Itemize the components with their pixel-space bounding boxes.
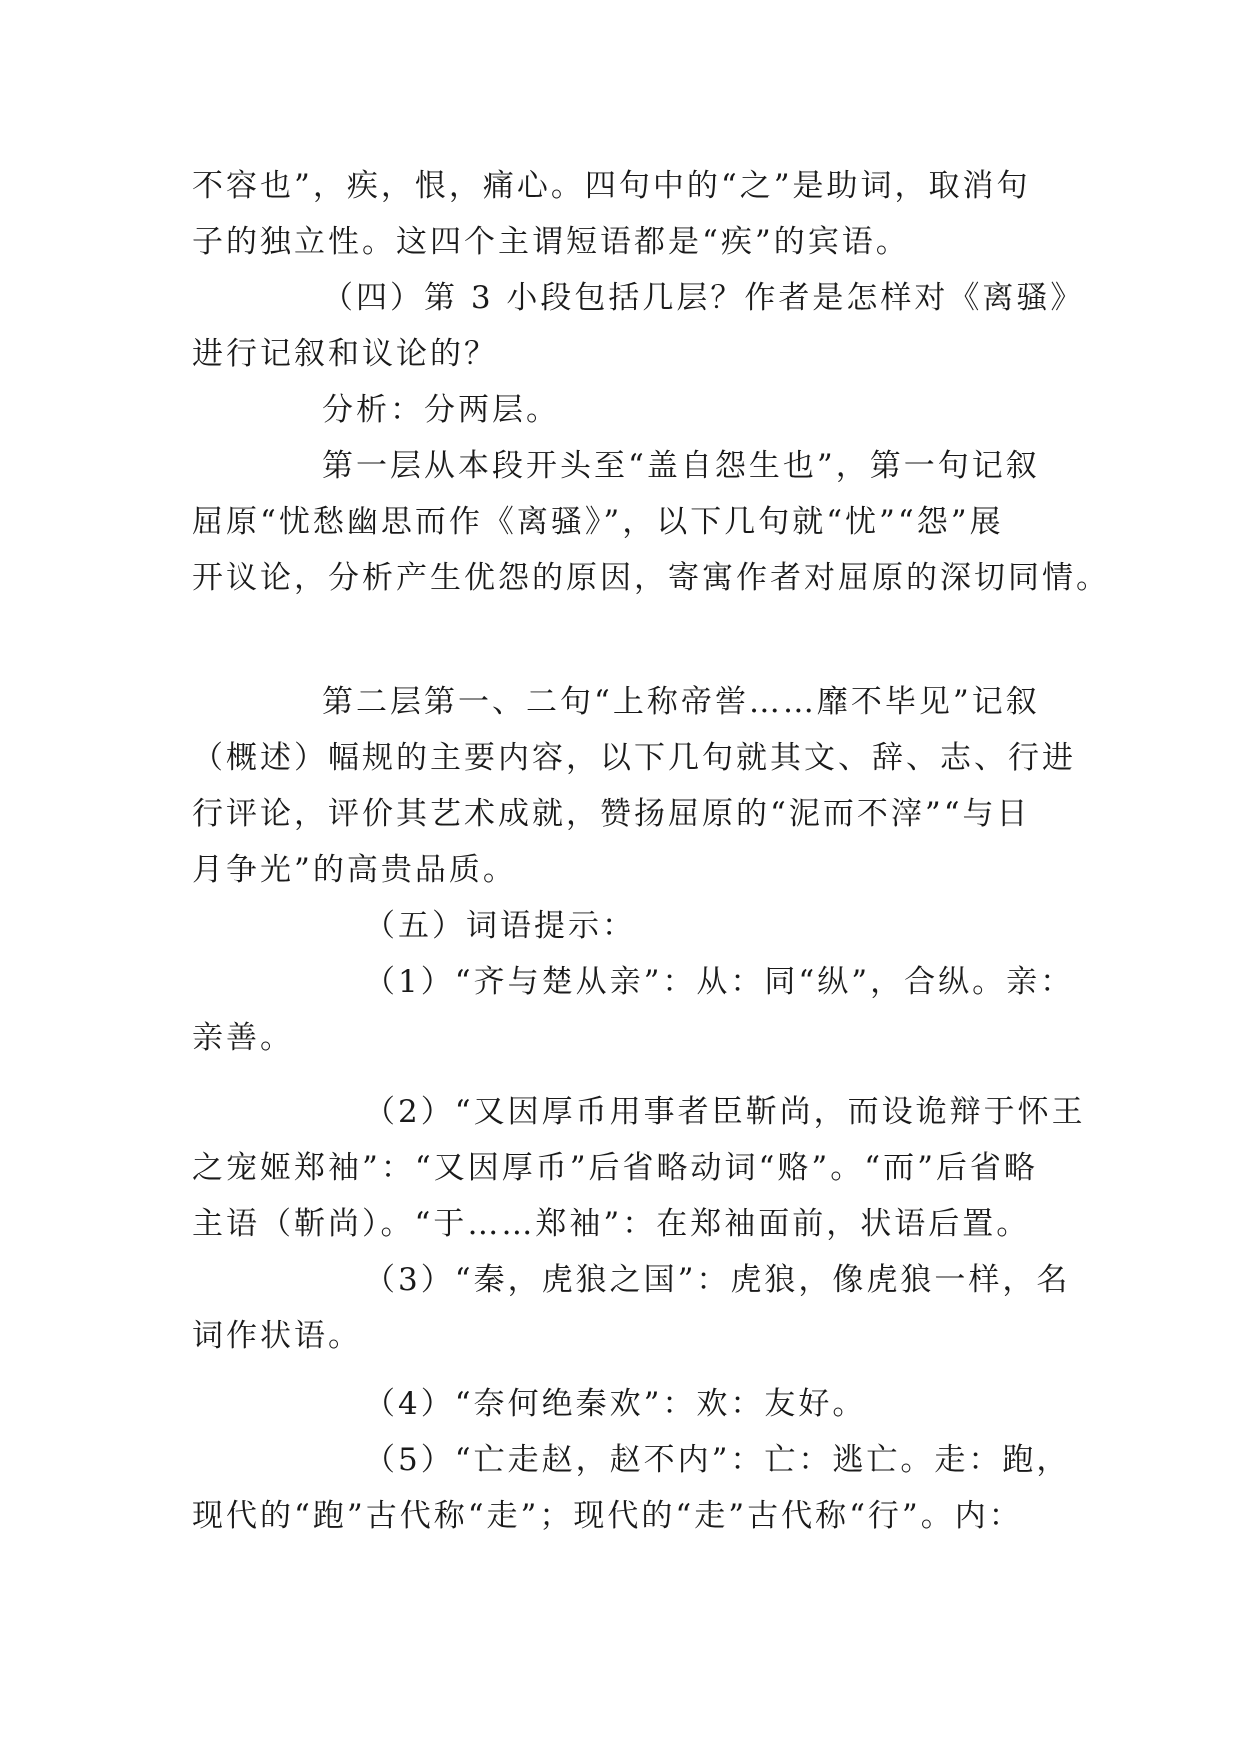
text-line: 进行记叙和议论的？ xyxy=(192,336,498,372)
text-line: （概述）幅规的主要内容，以下几句就其文、辞、志、行进 xyxy=(192,740,1076,776)
text-line: 第一层从本段开头至“盖自怨生也”，第一句记叙 xyxy=(322,448,1040,484)
section-heading: （四）第 3 小段包括几层？作者是怎样对《离骚》 xyxy=(322,280,1085,316)
text-line: 亲善。 xyxy=(192,1020,294,1056)
text-line: 现代的“跑”古代称“走”；现代的“走”古代称“行”。内： xyxy=(192,1498,1023,1534)
text-line: 第二层第一、二句“上称帝喾……靡不毕见”记叙 xyxy=(322,684,1040,720)
text-line: 不容也”，疾，恨，痛心。四句中的“之”是助词，取消句 xyxy=(192,168,1031,204)
text-line: （5）“亡走赵，赵不内”：亡：逃亡。走：跑， xyxy=(364,1442,1071,1478)
text-line: 屈原“忧愁幽思而作《离骚》”，以下几句就“忧”“怨”展 xyxy=(192,504,1004,540)
text-line: （4）“奈何绝秦欢”：欢：友好。 xyxy=(364,1386,867,1422)
text-line: 开议论，分析产生优怨的原因，寄寓作者对屈原的深切同情。 xyxy=(192,560,1110,596)
text-line: 行评论，评价其艺术成就，赞扬屈原的“泥而不滓”“与日 xyxy=(192,796,1031,832)
section-heading: （五）词语提示： xyxy=(364,908,636,944)
text-line: （3）“秦，虎狼之国”：虎狼，像虎狼一样，名 xyxy=(364,1262,1071,1298)
text-line: 词作状语。 xyxy=(192,1318,362,1354)
text-line: 分析：分两层。 xyxy=(322,392,560,428)
text-line: 子的独立性。这四个主谓短语都是“疾”的宾语。 xyxy=(192,224,910,260)
text-line: 月争光”的高贵品质。 xyxy=(192,852,517,888)
text-line: 之宠姬郑袖”：“又因厚币”后省略动词“赂”。“而”后省略 xyxy=(192,1150,1038,1186)
text-line: （2）“又因厚币用事者臣靳尚，而设诡辩于怀王 xyxy=(364,1094,1086,1130)
text-line: 主语（靳尚）。“于……郑袖”：在郑袖面前，状语后置。 xyxy=(192,1206,1031,1242)
text-line: （1）“齐与楚从亲”：从：同“纵”，合纵。亲： xyxy=(364,964,1075,1000)
